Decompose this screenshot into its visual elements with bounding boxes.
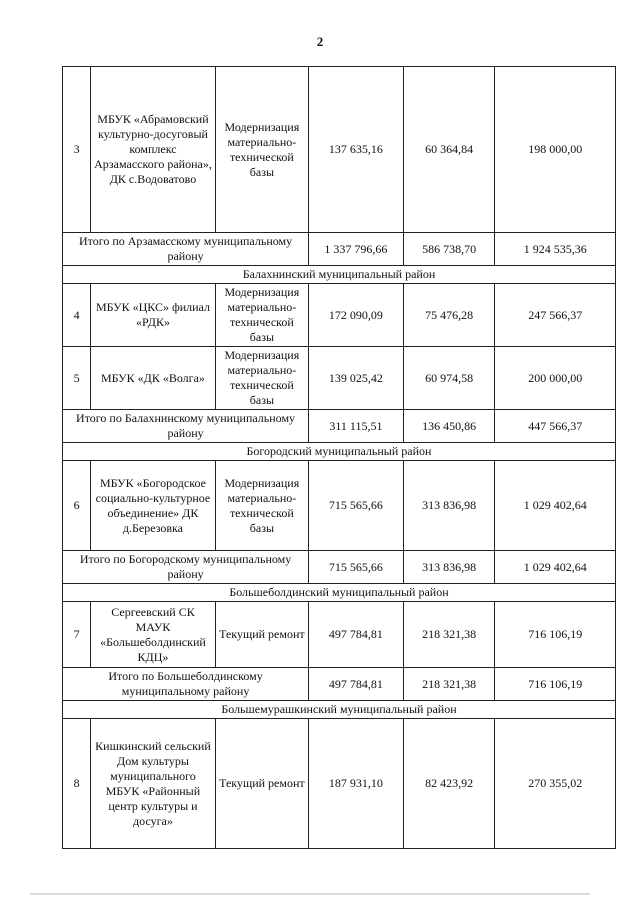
total-label: Итого по Балахнинскому муниципальному району <box>63 410 309 443</box>
total-row <box>63 410 616 443</box>
total-row <box>63 233 616 266</box>
table-row <box>63 67 616 233</box>
total-amount-total: 1 029 402,64 <box>495 551 616 584</box>
organization-name: МБУК «ДК «Волга» <box>91 347 215 410</box>
total-amount-total: 716 106,19 <box>495 668 616 701</box>
table-row <box>63 719 616 849</box>
row-number: 7 <box>63 602 91 668</box>
district-header-row <box>63 701 616 719</box>
organization-name: Кишкинский сельский Дом культуры муниципального МБУК «Районный центр культуры и досуга» <box>91 719 215 849</box>
district-header-row <box>63 443 616 461</box>
district-header-row <box>63 584 616 602</box>
amount-federal: 172 090,09 <box>309 284 404 347</box>
total-amount-total: 1 924 535,36 <box>495 233 616 266</box>
total-amount-regional: 313 836,98 <box>403 551 495 584</box>
amount-regional: 60 364,84 <box>403 67 495 233</box>
total-amount-federal: 1 337 796,66 <box>309 233 404 266</box>
organization-name: МБУК «Абрамовский культурно-досуговый комплекс Арзамасского района», ДК с.Водоватово <box>91 67 215 233</box>
district-name: Большеболдинский муниципальный район <box>63 584 616 602</box>
amount-federal: 497 784,81 <box>309 602 404 668</box>
amount-federal: 715 565,66 <box>309 461 404 551</box>
total-label: Итого по Арзамасскому муниципальному району <box>63 233 309 266</box>
row-number: 8 <box>63 719 91 849</box>
amount-regional: 60 974,58 <box>403 347 495 410</box>
row-number: 4 <box>63 284 91 347</box>
funding-table <box>62 66 616 849</box>
total-amount-total: 447 566,37 <box>495 410 616 443</box>
work-type: Текущий ремонт <box>215 602 308 668</box>
total-amount-regional: 218 321,38 <box>403 668 495 701</box>
row-number: 5 <box>63 347 91 410</box>
total-label: Итого по Богородскому муниципальному району <box>63 551 309 584</box>
total-amount-regional: 586 738,70 <box>403 233 495 266</box>
table-row <box>63 284 616 347</box>
total-amount-regional: 136 450,86 <box>403 410 495 443</box>
district-name: Балахнинский муниципальный район <box>63 266 616 284</box>
amount-total: 198 000,00 <box>495 67 616 233</box>
row-number: 3 <box>63 67 91 233</box>
amount-total: 270 355,02 <box>495 719 616 849</box>
total-amount-federal: 497 784,81 <box>309 668 404 701</box>
work-type: Модернизация материально-технической базы <box>215 284 308 347</box>
total-label: Итого по Большеболдинскому муниципальному району <box>63 668 309 701</box>
district-name: Богородский муниципальный район <box>63 443 616 461</box>
district-name: Большемурашкинский муниципальный район <box>63 701 616 719</box>
amount-regional: 313 836,98 <box>403 461 495 551</box>
page-number: 2 <box>316 34 324 49</box>
work-type: Модернизация материально-технической базы <box>215 67 308 233</box>
amount-total: 200 000,00 <box>495 347 616 410</box>
organization-name: Сергеевский СК МАУК «Большеболдинский КДЦ» <box>91 602 215 668</box>
organization-name: МБУК «ЦКС» филиал «РДК» <box>91 284 215 347</box>
district-header-row <box>63 266 616 284</box>
amount-federal: 137 635,16 <box>309 67 404 233</box>
amount-federal: 187 931,10 <box>309 719 404 849</box>
amount-regional: 218 321,38 <box>403 602 495 668</box>
work-type: Текущий ремонт <box>215 719 308 849</box>
total-row <box>63 551 616 584</box>
amount-total: 1 029 402,64 <box>495 461 616 551</box>
table-row <box>63 347 616 410</box>
work-type: Модернизация материально-технической базы <box>215 347 308 410</box>
total-row <box>63 668 616 701</box>
row-number: 6 <box>63 461 91 551</box>
organization-name: МБУК «Богородское социально-культурное объединение» ДК д.Березовка <box>91 461 215 551</box>
total-amount-federal: 715 565,66 <box>309 551 404 584</box>
amount-regional: 82 423,92 <box>403 719 495 849</box>
amount-federal: 139 025,42 <box>309 347 404 410</box>
work-type: Модернизация материально-технической базы <box>215 461 308 551</box>
table-row <box>63 461 616 551</box>
amount-total: 716 106,19 <box>495 602 616 668</box>
amount-regional: 75 476,28 <box>403 284 495 347</box>
total-amount-federal: 311 115,51 <box>309 410 404 443</box>
scan-artifact-line <box>30 893 590 895</box>
table-row <box>63 602 616 668</box>
amount-total: 247 566,37 <box>495 284 616 347</box>
